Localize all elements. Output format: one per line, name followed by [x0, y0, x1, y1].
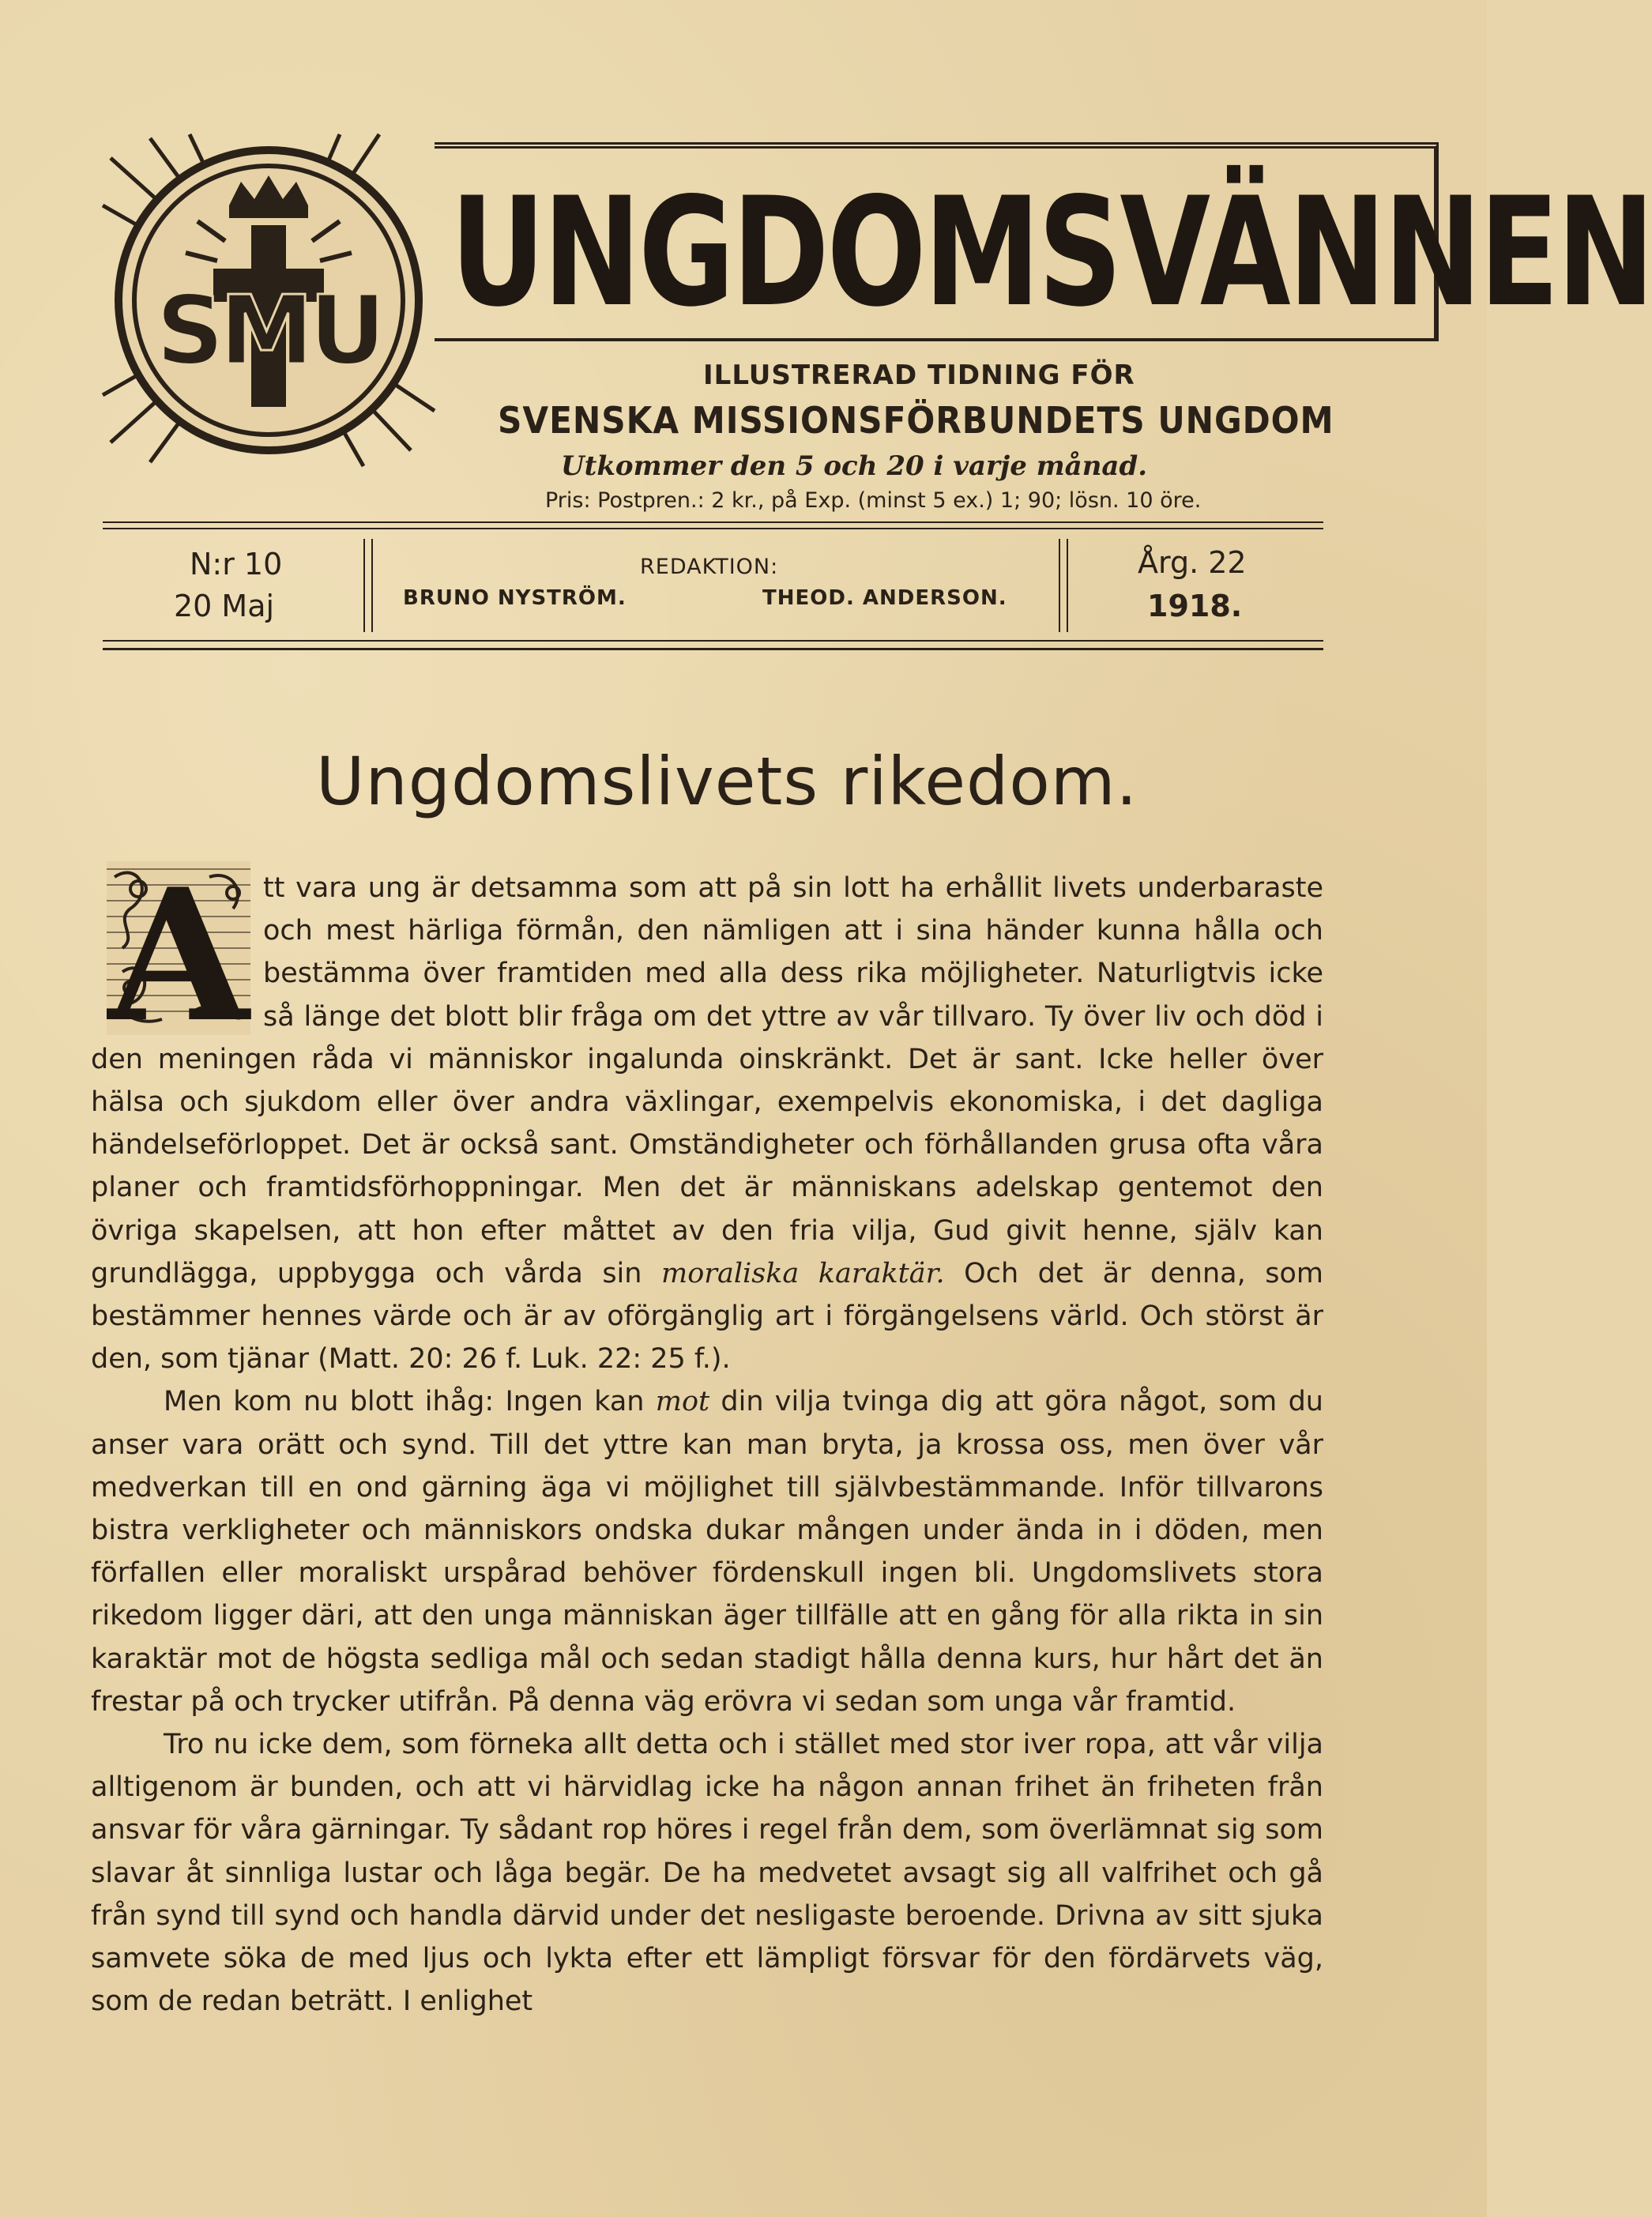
emphasis-moraliska-karaktar: moraliska karaktär. [661, 1257, 945, 1289]
tagline-line-1: ILLUSTRERAD TIDNING FÖR [703, 359, 1135, 391]
publication-schedule: Utkommer den 5 och 20 i varje månad. [561, 450, 1148, 482]
issue-year: 1918. [1147, 589, 1243, 623]
article-paragraph-2: Men kom nu blott ihåg: Ingen kan mot din vilja tvinga dig att göra något, som du anser vara orätt och synd. Till det yttre kan man bryta, ja krossa oss, men över vår medverkan till en ond gärning äga vi möjlighet till självbestämmande. Inför tillvarons bistra verkligheter och människors ondska dukar mången under ända in i döden, men förfallen eller moraliskt urspårad behöver fördenskull ingen bli. Ungdomslivets stora rikedom ligger däri, att den unga människan äger tillfälle att en gång för alla rikta in sin karaktär mot de högsta sedliga mål och sedan stadigt hålla denna kurs, hur hårt det än frestar på och trycker utifrån. På denna väg erövra vi sedan som unga vår framtid. [91, 1386, 1323, 1718]
column-divider-right [1059, 539, 1068, 632]
emblem-letters: SMU [156, 277, 382, 386]
tagline-line-2: SVENSKA MISSIONSFÖRBUNDETS UNGDOM [498, 399, 1334, 442]
issue-number: N:r 10 [190, 547, 283, 582]
newspaper-title: UNGDOMSVÄNNEN [450, 165, 1652, 340]
article-paragraph-1: tt vara ung är detsamma som att på sin lott ha erhållit livets underbaraste och mest härliga förmån, den nämligen att i sina händer kunna hålla och bestämma över framtiden med alla dess rika möjligheter. Naturligtvis icke så länge det blott blir fråga om det yttre av vår tillvaro. Ty över liv och död i den meningen råda vi människor ingalunda oinskränkt. Det är sant. Icke heller över hälsa och sjukdom eller över andra växlingar, exempelvis ekonomiska, i det dagliga händelseförloppet. Det är också sant. Omständigheter och förhållanden grusa ofta våra planer och framtidsförhoppningar. Men det är människans adelskap gentemot den övriga skapelsen, att hon efter måttet av den fria vilja, Gud givit henne, själv kan grundlägga, uppbygga och vårda sin moraliska karaktär. Och det är denna, som bestämmer hennes värde och är av oförgänglig art i förgängelsens värld. Och störst är den, som tjänar (Matt. 20: 26 f. Luk. 22: 25 f.). [91, 867, 1323, 1380]
dropcap-space [91, 867, 263, 1037]
article-body [91, 867, 1323, 2023]
editor-name-1: BRUNO NYSTRÖM. [403, 586, 627, 610]
bottom-rule [103, 640, 1323, 650]
issue-info-bar [103, 521, 1323, 656]
editorial-label: REDAKTION: [640, 555, 779, 579]
column-divider-left [363, 539, 373, 632]
article-headline: Ungdomslivets rikedom. [316, 743, 1138, 820]
editor-name-2: THEOD. ANDERSON. [762, 586, 1007, 610]
issue-date: 20 Maj [174, 589, 275, 623]
top-rule [103, 521, 1323, 529]
masthead [103, 134, 1652, 513]
smu-emblem-logo [103, 134, 435, 466]
emphasis-mot: mot [655, 1386, 710, 1418]
volume-number: Årg. 22 [1138, 545, 1247, 580]
dropcap-letter: A [107, 849, 250, 1063]
article-paragraph-3: Tro nu icke dem, som förneka allt detta och i stället med stor iver ropa, att vår vilja alltigenom är bunden, och att vi härvidlag icke ha någon annan frihet än friheten från ansvar för våra gärningar. Ty sådant rop höres i regel från dem, som överlämnat sig som slavar åt sinnliga lustar och låga begär. De ha medvetet avsagt sig all valfrihet och gå från synd till synd och handla därvid under det nesligaste beroende. Drivna av sitt sjuka samvete söka de med ljus och lykta efter ett lämpligt försvar för den fördärvets väg, som de redan beträtt. I enlighet [91, 1729, 1323, 2018]
price-info: Pris: Postpren.: 2 kr., på Exp. (minst 5 ex.) 1; 90; lösn. 10 öre. [545, 488, 1202, 513]
